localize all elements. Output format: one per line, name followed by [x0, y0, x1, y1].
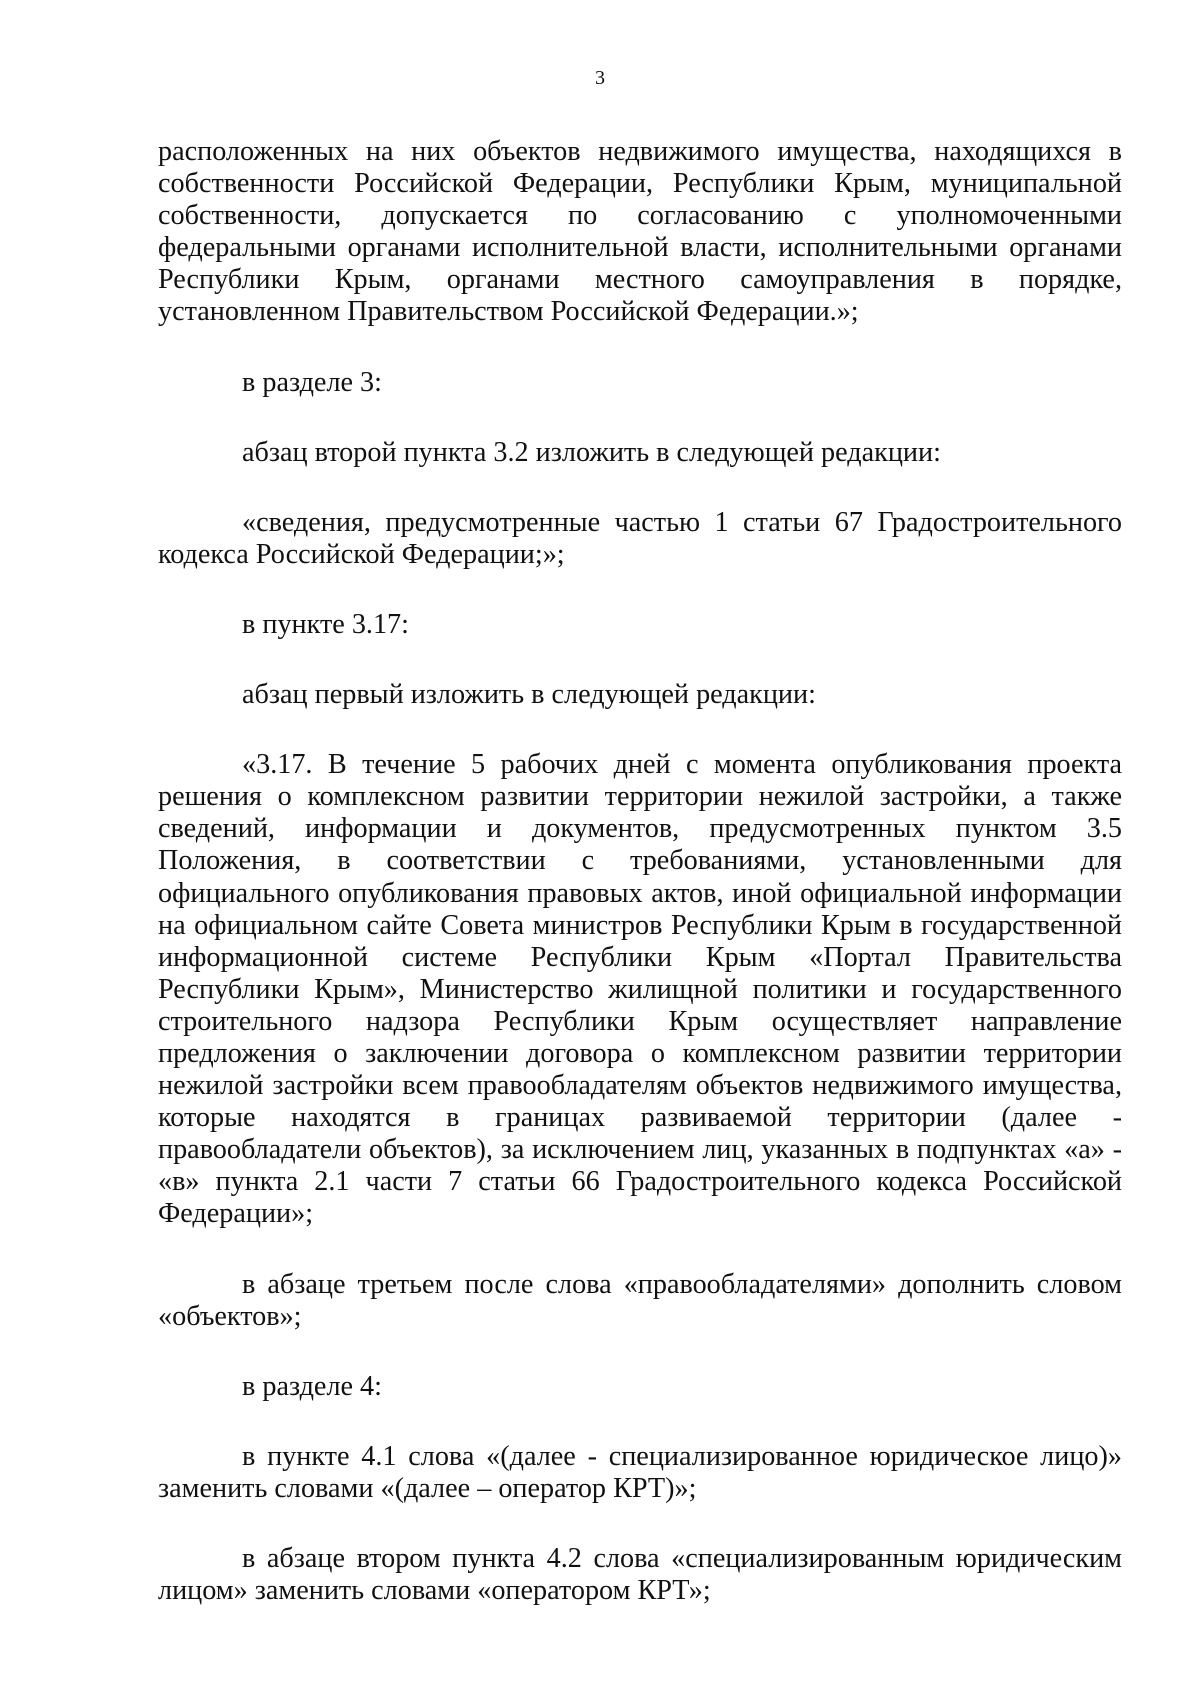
paragraph-item-3-17-text: «3.17. В течение 5 рабочих дней с момента опубликования проекта решения о комплексном развитии территории нежилой застройки, а также сведений, информации и документов, предусмотренных пунктом 3.5 Положения, в соответствии с требованиями, установленными для официального опубликования правовых актов, иной официальной информации на официальном сайте Совета министров Республики Крым в государственной информационной системе Республики Крым «Портал Правительства Республики Крым», Министерство жилищной политики и государственного строительного надзора Республики Крым осуществляет направление предложения о заключении договора о комплексном развитии территории нежилой застройки всем правообладателям объектов недвижимого имущества, которые находятся в границах развиваемой территории (далее - правообладатели объектов), за исключением лиц, указанных в подпунктах «а» - «в» пункта 2.1 части 7 статьи 66 Градостроительного кодекса Российской Федерации»; — [158, 749, 1122, 1230]
paragraph-item-4-1-amendment: в пункте 4.1 слова «(далее - специализированное юридическое лицо)» заменить словами «(далее – оператор КРТ)»; — [158, 1440, 1122, 1504]
paragraph-continuation: расположенных на них объектов недвижимого имущества, находящихся в собственности Российской Федерации, Республики Крым, муниципальной собственности, допускается по согласованию с уполномоченными федеральными органами исполнительной власти, исполнительными органами Республики Крым, органами местного самоуправления в порядке, установленном Правительством Российской Федерации.»; — [158, 136, 1122, 328]
page-number: 3 — [595, 67, 605, 89]
paragraph-section-4-heading: в разделе 4: — [242, 1370, 382, 1402]
document-body — [158, 136, 1122, 1607]
paragraph-item-3-2-instruction: абзац второй пункта 3.2 изложить в следующей редакции: — [242, 436, 941, 468]
paragraph-third-abzac-amendment: в абзаце третьем после слова «правообладателями» дополнить словом «объектов»; — [158, 1268, 1122, 1332]
paragraph-item-4-2-amendment: в абзаце втором пункта 4.2 слова «специализированным юридическим лицом» заменить словами «оператором КРТ»; — [158, 1543, 1122, 1607]
paragraph-item-3-2-text: «сведения, предусмотренные частью 1 статьи 67 Градостроительного кодекса Российской Федерации;»; — [158, 506, 1122, 570]
paragraph-item-3-17-heading: в пункте 3.17: — [242, 608, 409, 640]
paragraph-section-3-heading: в разделе 3: — [242, 366, 382, 398]
paragraph-item-3-17-instruction: абзац первый изложить в следующей редакции: — [242, 679, 816, 711]
